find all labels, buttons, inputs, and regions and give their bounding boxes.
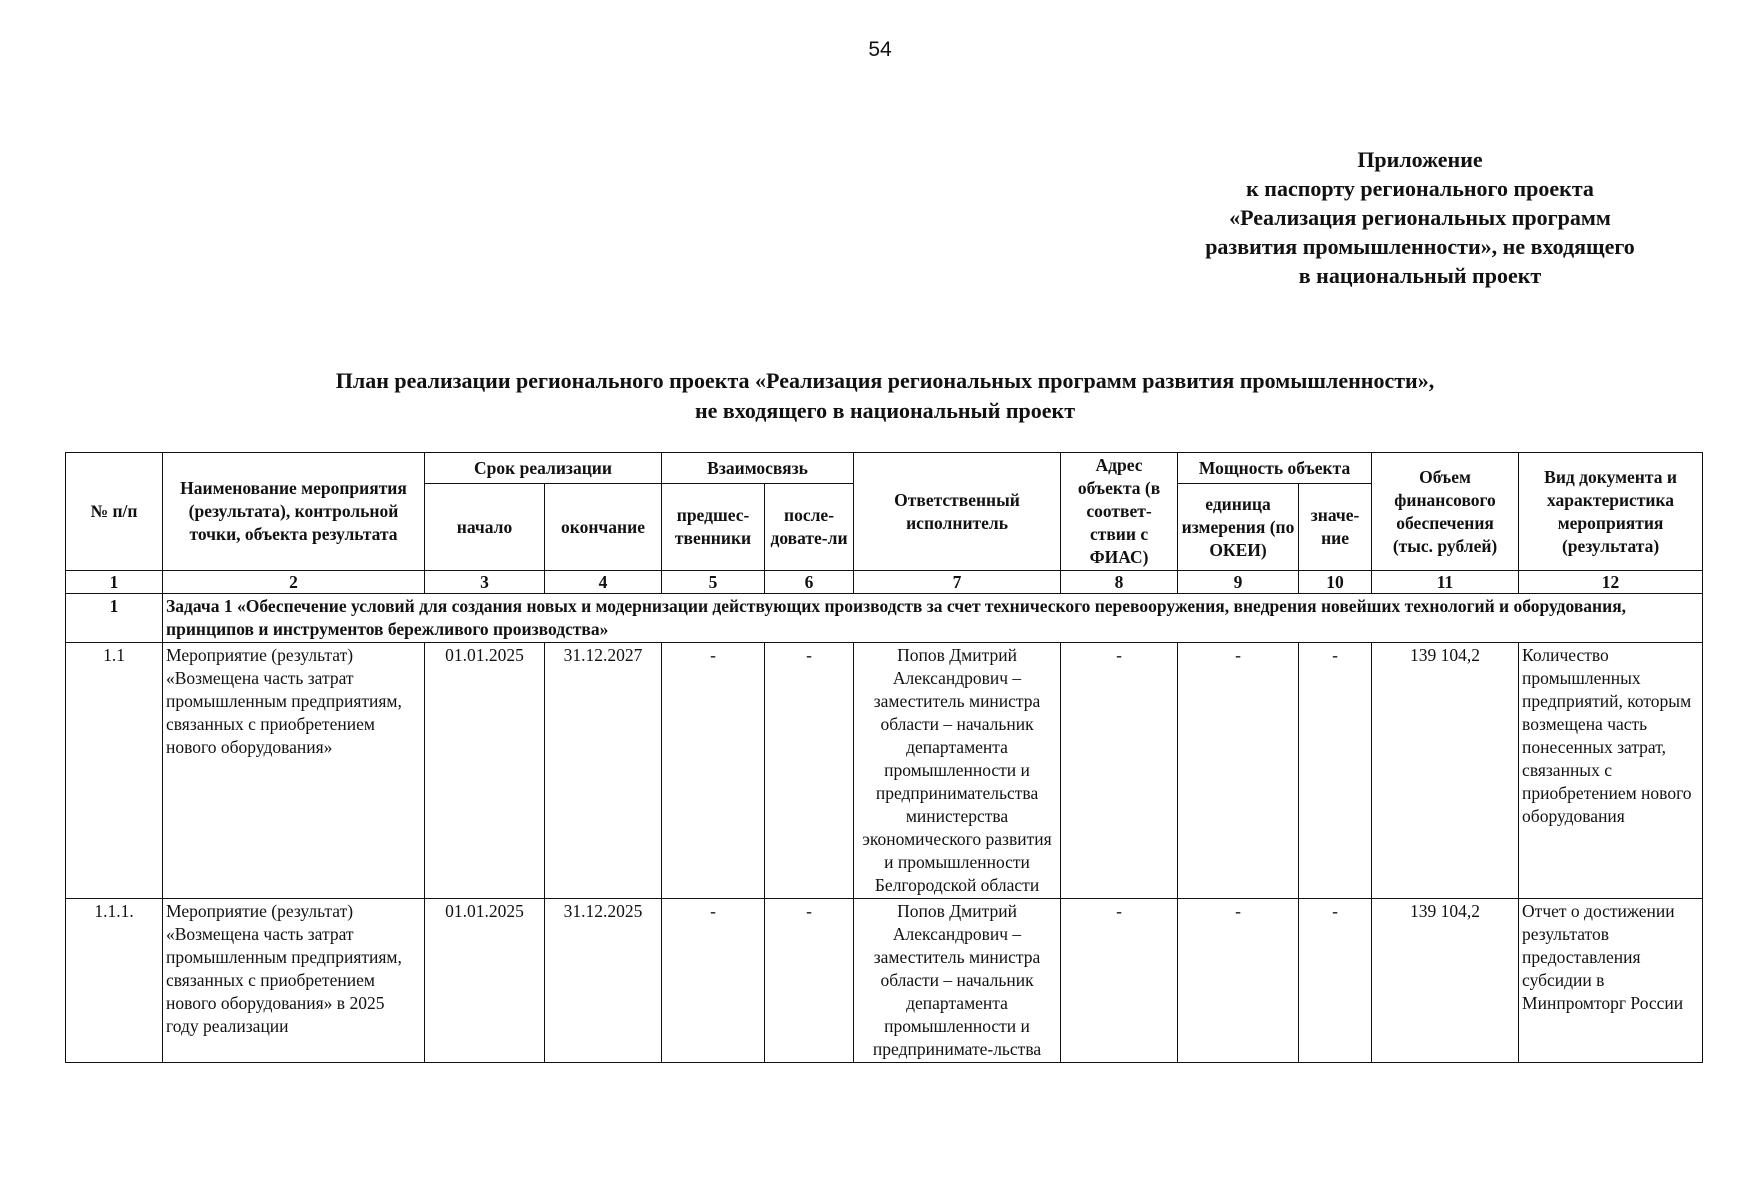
column-number: 11	[1372, 571, 1519, 594]
row-name: Мероприятие (результат) «Возмещена часть затрат промышленным предприятиям, связанных с приобретением нового оборудования»	[163, 643, 425, 899]
header-unit: единица измерения (по ОКЕИ)	[1178, 484, 1299, 571]
task-number: 1	[66, 594, 163, 643]
header-responsible: Ответственный исполнитель	[854, 453, 1061, 571]
appendix-line: к паспорту регионального проекта	[1246, 176, 1594, 201]
table-row	[66, 899, 1703, 1063]
header-successors: после-довате-ли	[765, 484, 854, 571]
header-start: начало	[425, 484, 545, 571]
column-number: 9	[1178, 571, 1299, 594]
task-text: Задача 1 «Обеспечение условий для создания новых и модернизации действующих производств за счет технического перевооружения, внедрения новейших технологий и оборудования, принципов и инструментов бережливого производства»	[163, 594, 1703, 643]
row-finance: 139 104,2	[1372, 643, 1519, 899]
row-number: 1.1.1.	[66, 899, 163, 1063]
row-responsible: Попов Дмитрий Александрович – заместитель министра области – начальник департамента промышленности и предпринимате-льства	[854, 899, 1061, 1063]
row-value: -	[1299, 643, 1372, 899]
header-document: Вид документа и характеристика мероприятия (результата)	[1519, 453, 1703, 571]
column-number: 2	[163, 571, 425, 594]
column-number: 12	[1519, 571, 1703, 594]
appendix-line: в национальный проект	[1298, 263, 1542, 288]
column-number: 4	[545, 571, 662, 594]
row-address: -	[1061, 899, 1178, 1063]
row-end: 31.12.2025	[545, 899, 662, 1063]
appendix-line: «Реализация региональных программ	[1229, 205, 1611, 230]
row-successors: -	[765, 643, 854, 899]
task-row	[66, 594, 1703, 643]
page-number: 54	[868, 38, 892, 61]
column-number: 6	[765, 571, 854, 594]
appendix-line: развития промышленности», не входящего	[1205, 234, 1635, 259]
header-value: значе-ние	[1299, 484, 1372, 571]
row-responsible: Попов Дмитрий Александрович – заместитель министра области – начальник департамента промышленности и предпринимательства министерства экономического развития и промышленности Белгородской области	[854, 643, 1061, 899]
column-number: 3	[425, 571, 545, 594]
row-unit: -	[1178, 643, 1299, 899]
header-row	[66, 453, 1703, 484]
row-document: Количество промышленных предприятий, которым возмещена часть понесенных затрат, связанных с приобретением нового оборудования	[1519, 643, 1703, 899]
header-predecessors: предшес-твенники	[662, 484, 765, 571]
plan-table	[65, 452, 1703, 1063]
plan-title-line: не входящего в национальный проект	[694, 398, 1076, 423]
row-end: 31.12.2027	[545, 643, 662, 899]
header-finance: Объем финансового обеспечения (тыс. рублей)	[1372, 453, 1519, 571]
row-finance: 139 104,2	[1372, 899, 1519, 1063]
row-number: 1.1	[66, 643, 163, 899]
appendix-heading	[1130, 145, 1710, 290]
column-number: 1	[66, 571, 163, 594]
column-number: 8	[1061, 571, 1178, 594]
plan-title	[60, 366, 1710, 426]
column-number: 10	[1299, 571, 1372, 594]
row-address: -	[1061, 643, 1178, 899]
plan-title-line: План реализации регионального проекта «Реализация региональных программ развития промышленности»,	[335, 368, 1435, 393]
row-start: 01.01.2025	[425, 643, 545, 899]
row-unit: -	[1178, 899, 1299, 1063]
column-number: 7	[854, 571, 1061, 594]
header-link-group: Взаимосвязь	[662, 453, 854, 484]
row-predecessors: -	[662, 643, 765, 899]
table-row	[66, 643, 1703, 899]
row-predecessors: -	[662, 899, 765, 1063]
row-name: Мероприятие (результат) «Возмещена часть затрат промышленным предприятиям, связанных с приобретением нового оборудования» в 2025 году реализации	[163, 899, 425, 1063]
appendix-line: Приложение	[1357, 147, 1483, 172]
header-name: Наименование мероприятия (результата), контрольной точки, объекта результата	[163, 453, 425, 571]
header-capacity-group: Мощность объекта	[1178, 453, 1372, 484]
header-num: № п/п	[66, 453, 163, 571]
header-address: Адрес объекта (в соответ-ствии с ФИАС)	[1061, 453, 1178, 571]
column-number-row	[66, 571, 1703, 594]
column-number: 5	[662, 571, 765, 594]
row-start: 01.01.2025	[425, 899, 545, 1063]
header-end: окончание	[545, 484, 662, 571]
row-document: Отчет о достижении результатов предоставления субсидии в Минпромторг России	[1519, 899, 1703, 1063]
header-term-group: Срок реализации	[425, 453, 662, 484]
row-value: -	[1299, 899, 1372, 1063]
row-successors: -	[765, 899, 854, 1063]
